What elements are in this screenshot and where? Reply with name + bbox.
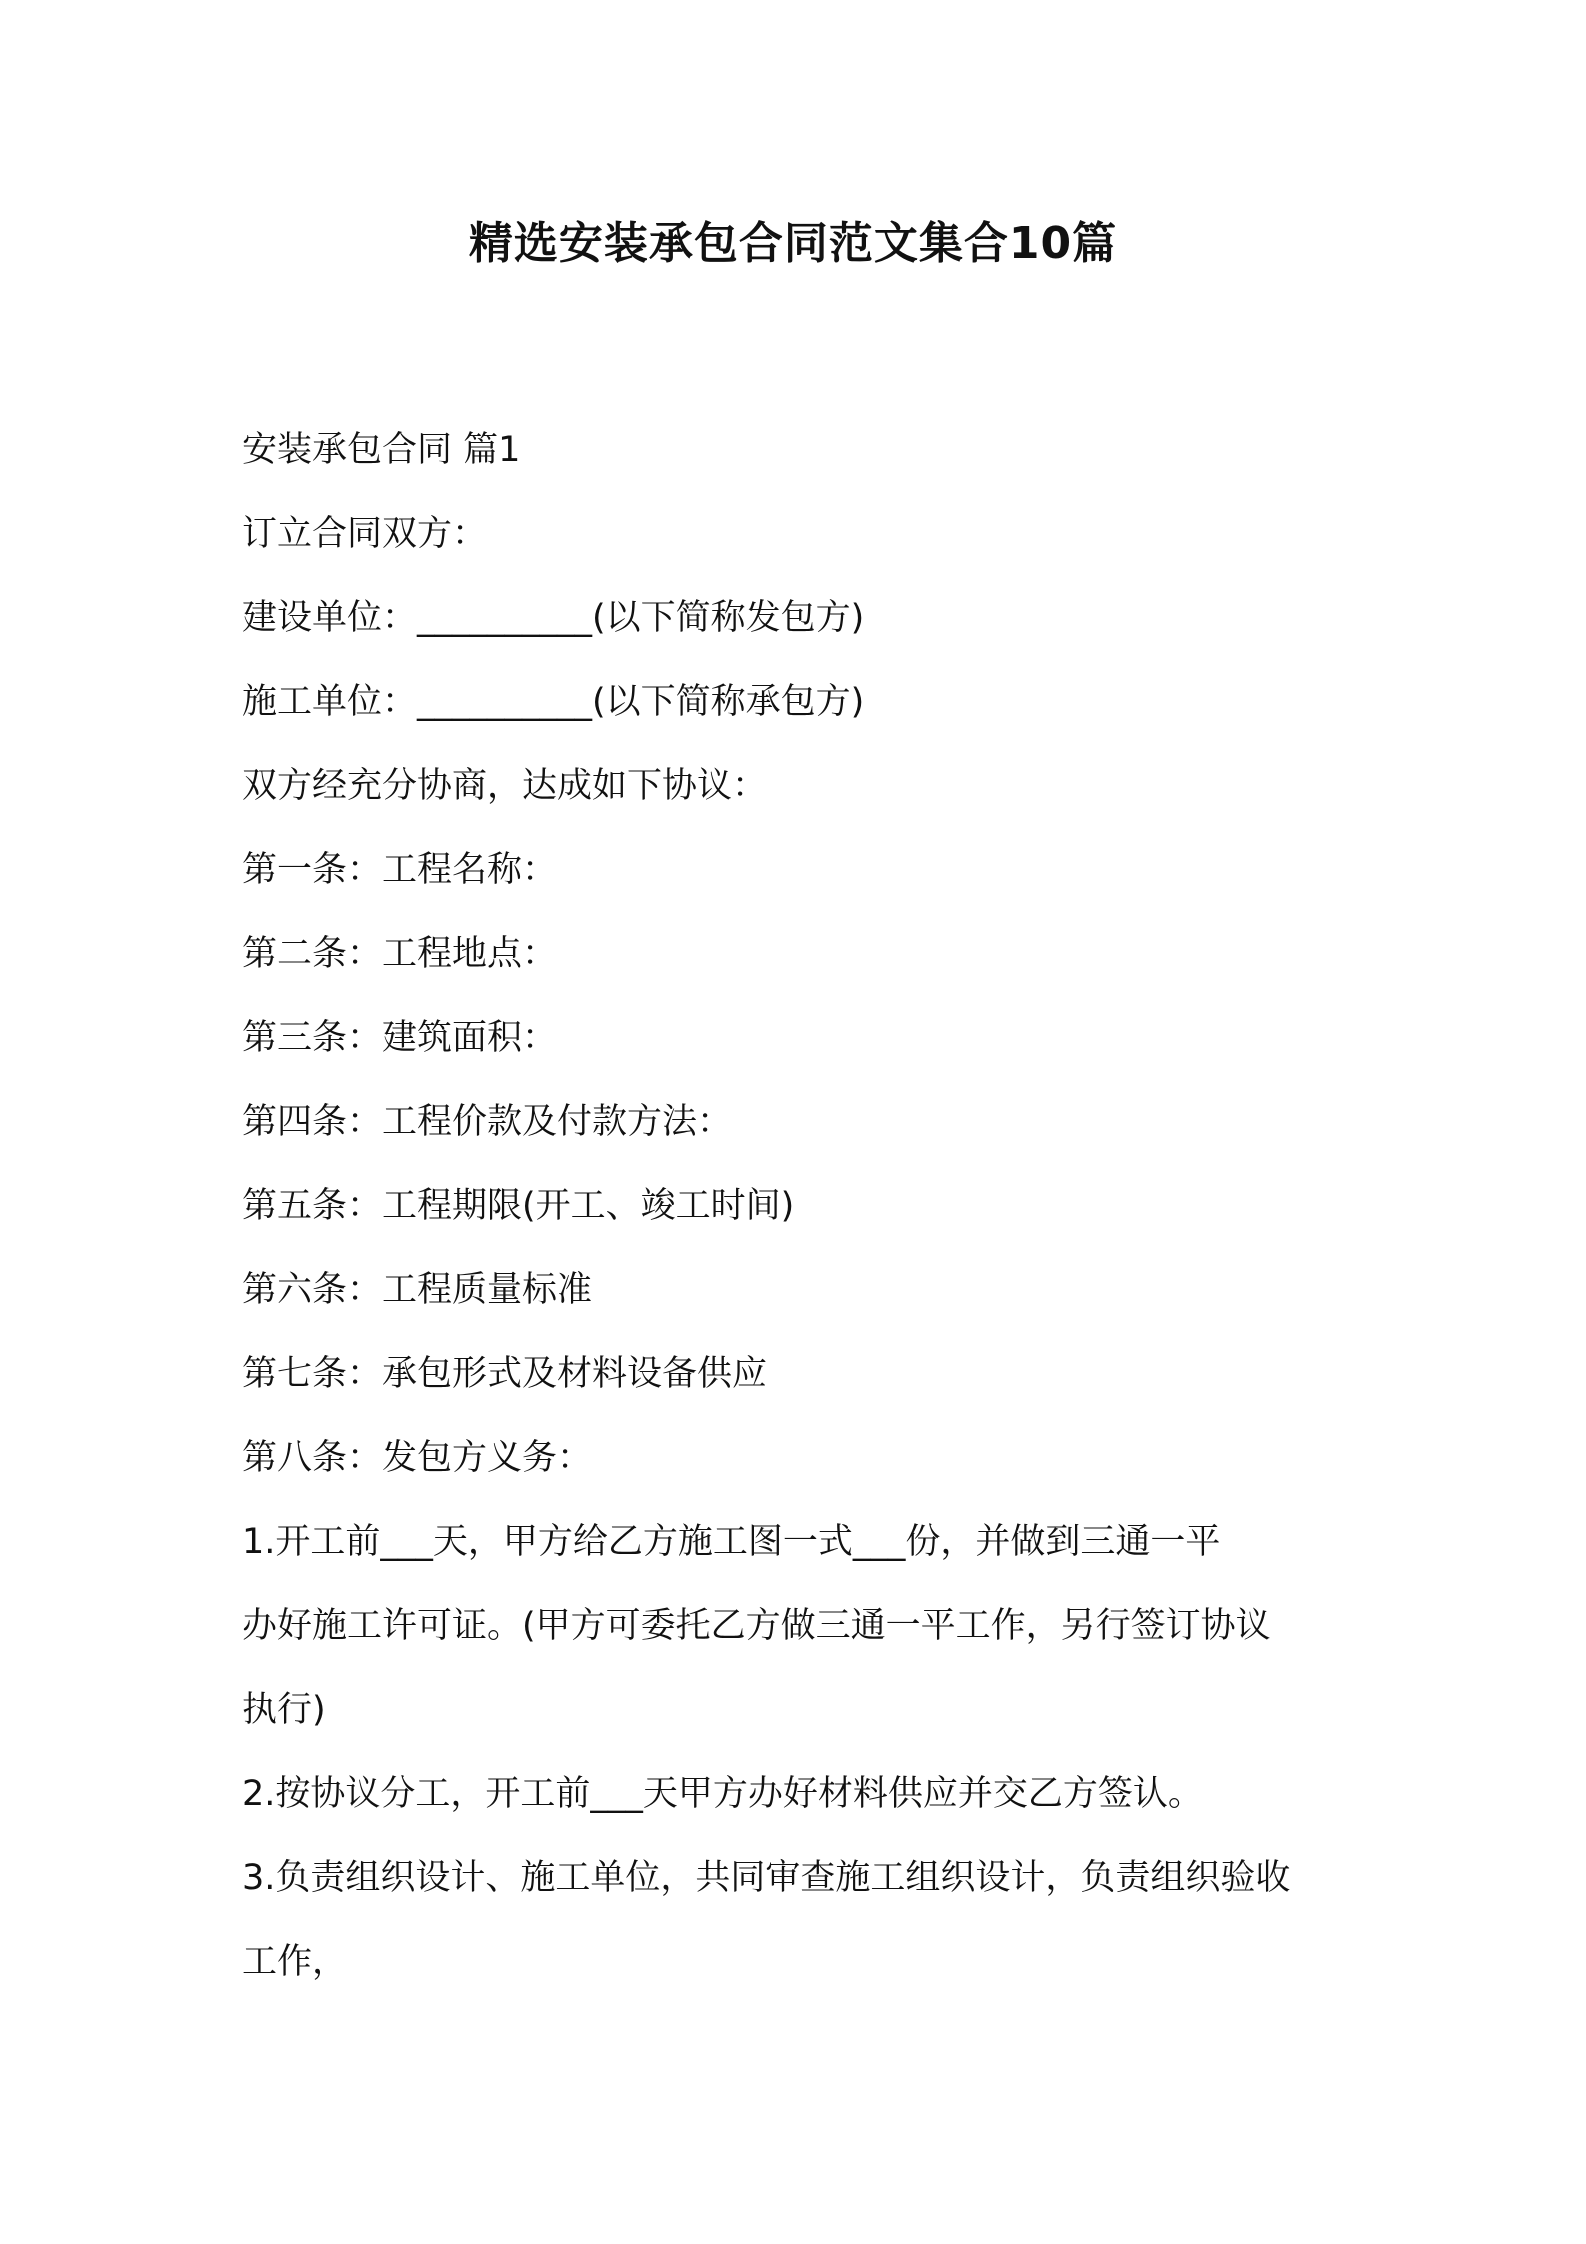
paragraph-line: 施工单位：__________(以下简称承包方) (242, 682, 865, 722)
clause-line: 第七条：承包形式及材料设备供应 (242, 1354, 768, 1394)
clause-line: 第五条：工程期限(开工、竣工时间) (242, 1186, 795, 1226)
paragraph-line: 1.开工前___天，甲方给乙方施工图一式___份，并做到三通一平 (242, 1522, 1221, 1562)
paragraph-line: 2.按协议分工，开工前___天甲方办好材料供应并交乙方签认。 (242, 1774, 1203, 1814)
clause-line: 第一条：工程名称： (242, 850, 558, 890)
paragraph-line: 工作， (242, 1942, 348, 1982)
paragraph-line: 建设单位：__________(以下简称发包方) (242, 598, 865, 638)
document-title: 精选安装承包合同范文集合10篇 (468, 218, 1118, 269)
clause-line: 第八条：发包方义务： (242, 1438, 593, 1478)
paragraph-line: 双方经充分协商，达成如下协议： (242, 766, 768, 806)
paragraph-line: 3.负责组织设计、施工单位，共同审查施工组织设计，负责组织验收 (242, 1858, 1291, 1898)
clause-line: 第四条：工程价款及付款方法： (242, 1102, 733, 1142)
clause-line: 第三条：建筑面积： (242, 1018, 558, 1058)
section-heading: 安装承包合同 篇1 (242, 430, 521, 470)
clause-line: 第二条：工程地点： (242, 934, 558, 974)
paragraph-line: 订立合同双方： (242, 514, 488, 554)
paragraph-line: 办好施工许可证。(甲方可委托乙方做三通一平工作，另行签订协议 (242, 1606, 1271, 1646)
paragraph-line: 执行) (242, 1690, 326, 1730)
document-body (242, 408, 1362, 2004)
clause-line: 第六条：工程质量标准 (242, 1270, 593, 1310)
